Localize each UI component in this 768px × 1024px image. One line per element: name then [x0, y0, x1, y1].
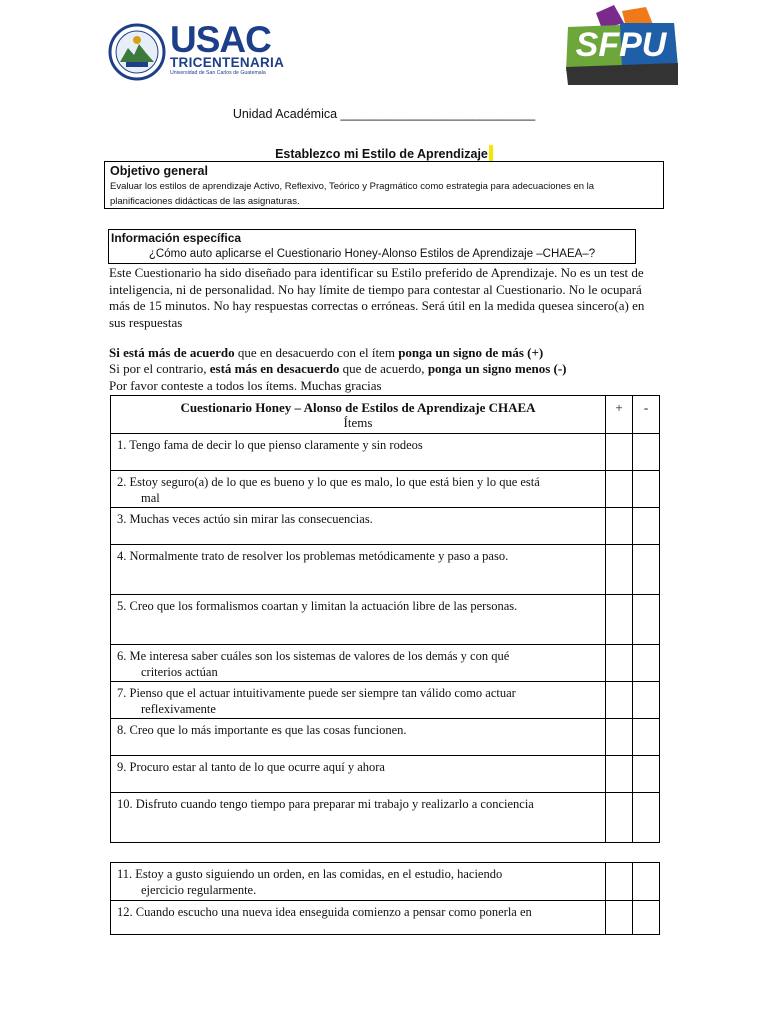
item-main: 9. Procuro estar al tanto de lo que ocurre aquí y ahora — [117, 760, 385, 774]
instr-2b: está más en desacuerdo — [209, 361, 340, 376]
instruction-line-3: Por favor conteste a todos los ítems. Muchas gracias — [109, 378, 382, 393]
table-row — [111, 595, 660, 645]
minus-column-header: - — [633, 396, 660, 434]
minus-answer-cell[interactable] — [633, 863, 660, 901]
objetivo-heading: Objetivo general — [110, 164, 208, 178]
item-text — [111, 901, 606, 935]
minus-answer-cell[interactable] — [633, 645, 660, 682]
questionnaire-table-continued — [110, 862, 660, 935]
table-row — [111, 471, 660, 508]
item-text — [111, 645, 606, 682]
instr-1a: Si está más de acuerdo — [109, 345, 235, 360]
instr-2c: que de acuerdo, — [339, 361, 428, 376]
item-text — [111, 595, 606, 645]
usac-logo-subtitle: TRICENTENARIA — [170, 55, 285, 70]
plus-answer-cell[interactable] — [606, 901, 633, 935]
plus-answer-cell[interactable] — [606, 793, 633, 843]
table-row — [111, 434, 660, 471]
informacion-especifica-box — [108, 229, 636, 264]
item-main: 3. Muchas veces actúo sin mirar las consecuencias. — [117, 512, 373, 526]
item-continuation: criterios actúan — [141, 665, 218, 679]
informacion-question: ¿Cómo auto aplicarse el Cuestionario Honey-Alonso Estilos de Aprendizaje –CHAEA–? — [148, 248, 596, 260]
minus-answer-cell[interactable] — [633, 901, 660, 935]
plus-answer-cell[interactable] — [606, 471, 633, 508]
item-text — [111, 793, 606, 843]
item-continuation: ejercicio regularmente. — [141, 883, 257, 897]
text-highlight-mark — [489, 145, 493, 161]
objetivo-general-box — [104, 161, 664, 209]
usac-logo-caption: Universidad de San Carlos de Guatemala — [170, 70, 266, 76]
item-text — [111, 719, 606, 756]
intro-paragraph: Este Cuestionario ha sido diseñado para identificar su Estilo preferido de Aprendizaje. No es un test de inteligencia, ni de personalidad. No hay límite de tiempo para contestar al Cuestionario. No le ocupará más de 15 minutos. No hay respuestas correctas o erróneas. Será útil en la medida quesea sincero(a) en sus respuestas — [109, 265, 645, 330]
minus-answer-cell[interactable] — [633, 793, 660, 843]
table-row — [111, 545, 660, 595]
instruction-line-1 — [109, 345, 657, 362]
table-row — [111, 863, 660, 901]
minus-answer-cell[interactable] — [633, 545, 660, 595]
informacion-heading: Información específica — [111, 231, 242, 245]
plus-answer-cell[interactable] — [606, 682, 633, 719]
table-row — [111, 793, 660, 843]
plus-answer-cell[interactable] — [606, 508, 633, 545]
plus-answer-cell[interactable] — [606, 595, 633, 645]
minus-answer-cell[interactable] — [633, 595, 660, 645]
item-continuation: reflexivamente — [141, 702, 216, 716]
item-continuation: mal — [141, 491, 160, 505]
usac-logo-name: USAC — [170, 19, 271, 60]
table-subtitle: Ítems — [343, 415, 373, 430]
item-text — [111, 434, 606, 471]
table-header-row — [111, 396, 660, 434]
table-row — [111, 756, 660, 793]
item-main: 8. Creo que lo más importante es que las cosas funcionen. — [117, 723, 407, 737]
item-main: 10. Disfruto cuando tengo tiempo para preparar mi trabajo y realizarlo a conciencia — [117, 797, 534, 811]
plus-answer-cell[interactable] — [606, 863, 633, 901]
item-text — [111, 756, 606, 793]
instr-1c: ponga un signo de más (+) — [398, 345, 544, 360]
sfpu-logo — [562, 5, 680, 87]
questionnaire-table — [110, 395, 660, 843]
item-main: 12. Cuando escucho una nueva idea enseguida comienzo a pensar como ponerla en — [117, 905, 532, 919]
minus-answer-cell[interactable] — [633, 434, 660, 471]
instr-1b: que en desacuerdo con el ítem — [234, 345, 399, 360]
item-main: 2. Estoy seguro(a) de lo que es bueno y lo que es malo, lo que está bien y lo que está — [117, 475, 540, 489]
table-title: Cuestionario Honey – Alonso de Estilos de Aprendizaje CHAEA — [180, 400, 536, 415]
unidad-academica-line: Unidad Académica ____________________________ — [232, 107, 536, 121]
sfpu-logo-name: SFPU — [575, 26, 667, 64]
table-row — [111, 719, 660, 756]
minus-answer-cell[interactable] — [633, 682, 660, 719]
item-main: 4. Normalmente trato de resolver los problemas metódicamente y paso a paso. — [117, 549, 509, 563]
minus-answer-cell[interactable] — [633, 471, 660, 508]
minus-answer-cell[interactable] — [633, 508, 660, 545]
instr-2d: ponga un signo menos (-) — [427, 361, 567, 376]
table-row — [111, 645, 660, 682]
plus-answer-cell[interactable] — [606, 719, 633, 756]
item-main: 5. Creo que los formalismos coartan y limitan la actuación libre de las personas. — [117, 599, 518, 613]
item-main: 11. Estoy a gusto siguiendo un orden, en las comidas, en el estudio, haciendo — [117, 867, 503, 881]
table-row — [111, 682, 660, 719]
plus-answer-cell[interactable] — [606, 756, 633, 793]
item-main: 1. Tengo fama de decir lo que pienso claramente y sin rodeos — [117, 438, 423, 452]
page-title — [0, 145, 768, 161]
plus-answer-cell[interactable] — [606, 545, 633, 595]
item-main: 6. Me interesa saber cuáles son los sistemas de valores de los demás y con qué — [117, 649, 510, 663]
objetivo-text: Evaluar los estilos de aprendizaje Activo, Reflexivo, Teórico y Pragmático como estrategia para adecuaciones en la planificaciones didácticas de las asignaturas. — [110, 181, 595, 207]
item-text — [111, 508, 606, 545]
item-text — [111, 545, 606, 595]
item-text — [111, 471, 606, 508]
table-header-cell — [111, 396, 606, 434]
instr-2a: Si por el contrario, — [109, 361, 210, 376]
instruction-line-2 — [109, 361, 657, 378]
table-row — [111, 508, 660, 545]
plus-answer-cell[interactable] — [606, 645, 633, 682]
plus-answer-cell[interactable] — [606, 434, 633, 471]
item-text — [111, 682, 606, 719]
page-title-text: Establezco mi Estilo de Aprendizaje — [275, 147, 488, 161]
usac-logo — [108, 19, 285, 82]
item-main: 7. Pienso que el actuar intuitivamente puede ser siempre tan válido como actuar — [117, 686, 516, 700]
minus-answer-cell[interactable] — [633, 756, 660, 793]
table-row — [111, 901, 660, 935]
item-text — [111, 863, 606, 901]
plus-column-header: + — [606, 396, 633, 434]
minus-answer-cell[interactable] — [633, 719, 660, 756]
